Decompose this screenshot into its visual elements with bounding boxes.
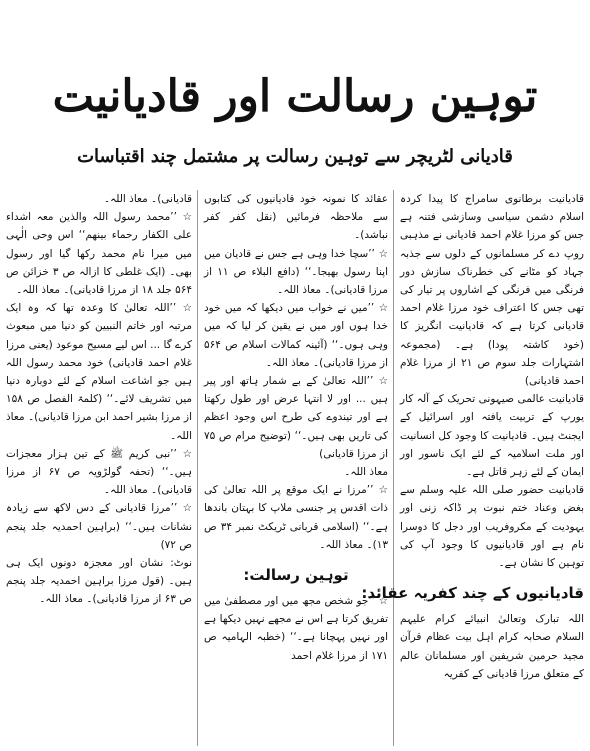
paragraph: ☆ ’’سچا خدا وہی ہے جس نے قادیان میں اپنا رسول بھیجا۔‘‘ (دافع البلاء ص ۱۱ از مرزا قادیانی)۔ معاذ اللہ۔ — [204, 247, 388, 297]
column-divider — [393, 190, 394, 746]
paragraph: قادیانیت عالمی صیہونی تحریک کے آلہ کار یورپ کے تربیت یافتہ اور اسرائیل کے ایجنٹ ہیں۔ قادیانیت کا وجود کل انسانیت اور ملت اسلامیہ کے لئے ایک ناسور اور ایمان کے لئے زہر قاتل ہے۔ — [400, 393, 584, 479]
paragraph: معاذ اللہ۔ — [344, 466, 388, 479]
page-subtitle: قادیانی لٹریچر سے توہین رسالت پر مشتمل چند اقتباسات — [77, 146, 513, 167]
column-left — [6, 190, 192, 746]
paragraph: قادیانیت برطانوی سامراج کا پیدا کردہ اسلام دشمن سیاسی وسازشی فتنہ ہے جس کو مرزا غلام احمد قادیانی نے مذہبی روپ دے کر مسلمانوں کے دلوں سے جذبہ جہاد کو مٹانے کی خطرناک سازش دور فرنگی میں فرنگی کے اشاروں پر تیار کی تھی جس کا اعتراف خود مرزا غلام احمد قادیانی کرتا ہے کہ قادیانیت انگریز کا (خود کاشتہ پودا) ہے۔ (مجموعہ اشتہارات جلد سوم ص ۲۱ از مرزا غلام احمد قادیانی) — [400, 193, 584, 388]
paragraph: نوٹ: نشان اور معجزہ دونوں ایک ہی ہیں۔ (قول مرزا براہین احمدیہ جلد پنجم ص ۶۳ از مرزا قادیانی)۔ معاذ اللہ۔ — [6, 557, 192, 606]
page-title: توہین رسالت اور قادیانیت — [52, 71, 538, 122]
paragraph: ☆ ’’اللہ تعالیٰ کے بے شمار ہاتھ اور پیر ہیں ... اور لا انتہا عرض اور طول رکھتا ہے اور تیندوے کی طرح اس وجود اعظم کی تاریں بھی ہیں۔‘‘ (توضیح مرام ص ۷۵ از مرزا قادیانی) — [204, 375, 388, 460]
paragraph: قادیانیت حضور صلی اللہ علیہ وسلم سے بغض وعناد ختم نبوت پر ڈاکہ زنی اور یہودیت کے مکروفریب اور دجل کا دوسرا نام ہے اور قادیانیوں کا وجود آپ کی توہین کا نشان ہے۔ — [400, 484, 584, 570]
paragraph: اللہ تبارک وتعالیٰ انبیائے کرام علیہم السلام صحابہ کرام اہل بیت عظام قرآن مجید حرمین شریفین اور مسلمانان عالم کے متعلق مرزا قادیانی کے کفریہ — [400, 613, 584, 680]
paragraph: عقائد کا نمونہ خود قادیانیوں کی کتابوں سے ملاحظہ فرمائیں (نقل کفر کفر نباشد)۔ — [204, 193, 388, 242]
paragraph: ☆ ’’محمد رسول اللہ والذین معہ اشداء علی الکفار رحماء بینھم‘‘ اس وحی الٰہی میں میرا نام محمد رکھا گیا اور رسول بھی۔ (ایک غلطی کا ازالہ ص ۳ خزائن ص ۵۶۴ جلد ۱۸ از مرزا قادیانی)۔ معاذ اللہ۔ — [6, 211, 192, 297]
paragraph: ☆ ’’اللہ تعالیٰ کا وعدہ تھا کہ وہ ایک مرتبہ اور خاتم النبیین کو دنیا میں مبعوث کرے گا ... اس لیے مسیح موعود (یعنی مرزا غلام احمد قادیانی) خود محمد رسول اللہ ہیں جو اشاعت اسلام کے لئے دوبارہ دنیا میں تشریف لائے۔‘‘ (کلمۃ الفصل ص ۱۵۸ از مرزا بشیر احمد ابن مرزا قادیانی)۔ معاذ اللہ۔ — [6, 302, 192, 442]
paragraph: ☆ ’’نبی کریم ﷺ کے تین ہزار معجزات ہیں۔‘‘ (تحفہ گولڑویہ ص ۶۷ از مرزا قادیانی)۔ معاذ اللہ۔ — [6, 447, 192, 497]
paragraph: قادیانی)۔ معاذ اللہ۔ — [103, 193, 192, 205]
section-heading: قادیانیوں کے چند کفریہ عقائد: — [361, 584, 584, 603]
article-columns — [6, 190, 584, 746]
section-heading: توہین رسالت: — [243, 566, 349, 585]
column-middle — [204, 190, 388, 746]
paragraph: ☆ ’’مرزا نے ایک موقع پر اللہ تعالیٰ کی ذات اقدس پر جنسی ملاپ کا بہتان باندھا ہے۔‘‘ (اسلامی قربانی ٹریکٹ نمبر ۳۴ ص ۱۳)۔ معاذ اللہ۔ — [204, 484, 388, 551]
column-divider — [197, 190, 198, 746]
paragraph: ☆ ’’میں نے خواب میں دیکھا کہ میں خود خدا ہوں اور میں نے یقین کر لیا کہ میں وہی ہوں۔‘‘ (آئینہ کمالات اسلام ص ۵۶۴ از مرزا قادیانی)۔ معاذ اللہ۔ — [204, 302, 388, 369]
paragraph: ☆ ’’جو شخص مجھ میں اور مصطفیٰ میں تفریق کرتا ہے اس نے مجھے نہیں دیکھا ہے اور نہیں پہچانا ہے۔‘‘ (خطبہ الہامیہ ص ۱۷۱ از مرزا غلام احمد — [204, 595, 388, 662]
paragraph: ☆ ’’مرزا قادیانی کے دس لاکھ سے زیادہ نشانات ہیں۔‘‘ (براہین احمدیہ جلد پنجم ص ۷۲) — [6, 502, 192, 551]
